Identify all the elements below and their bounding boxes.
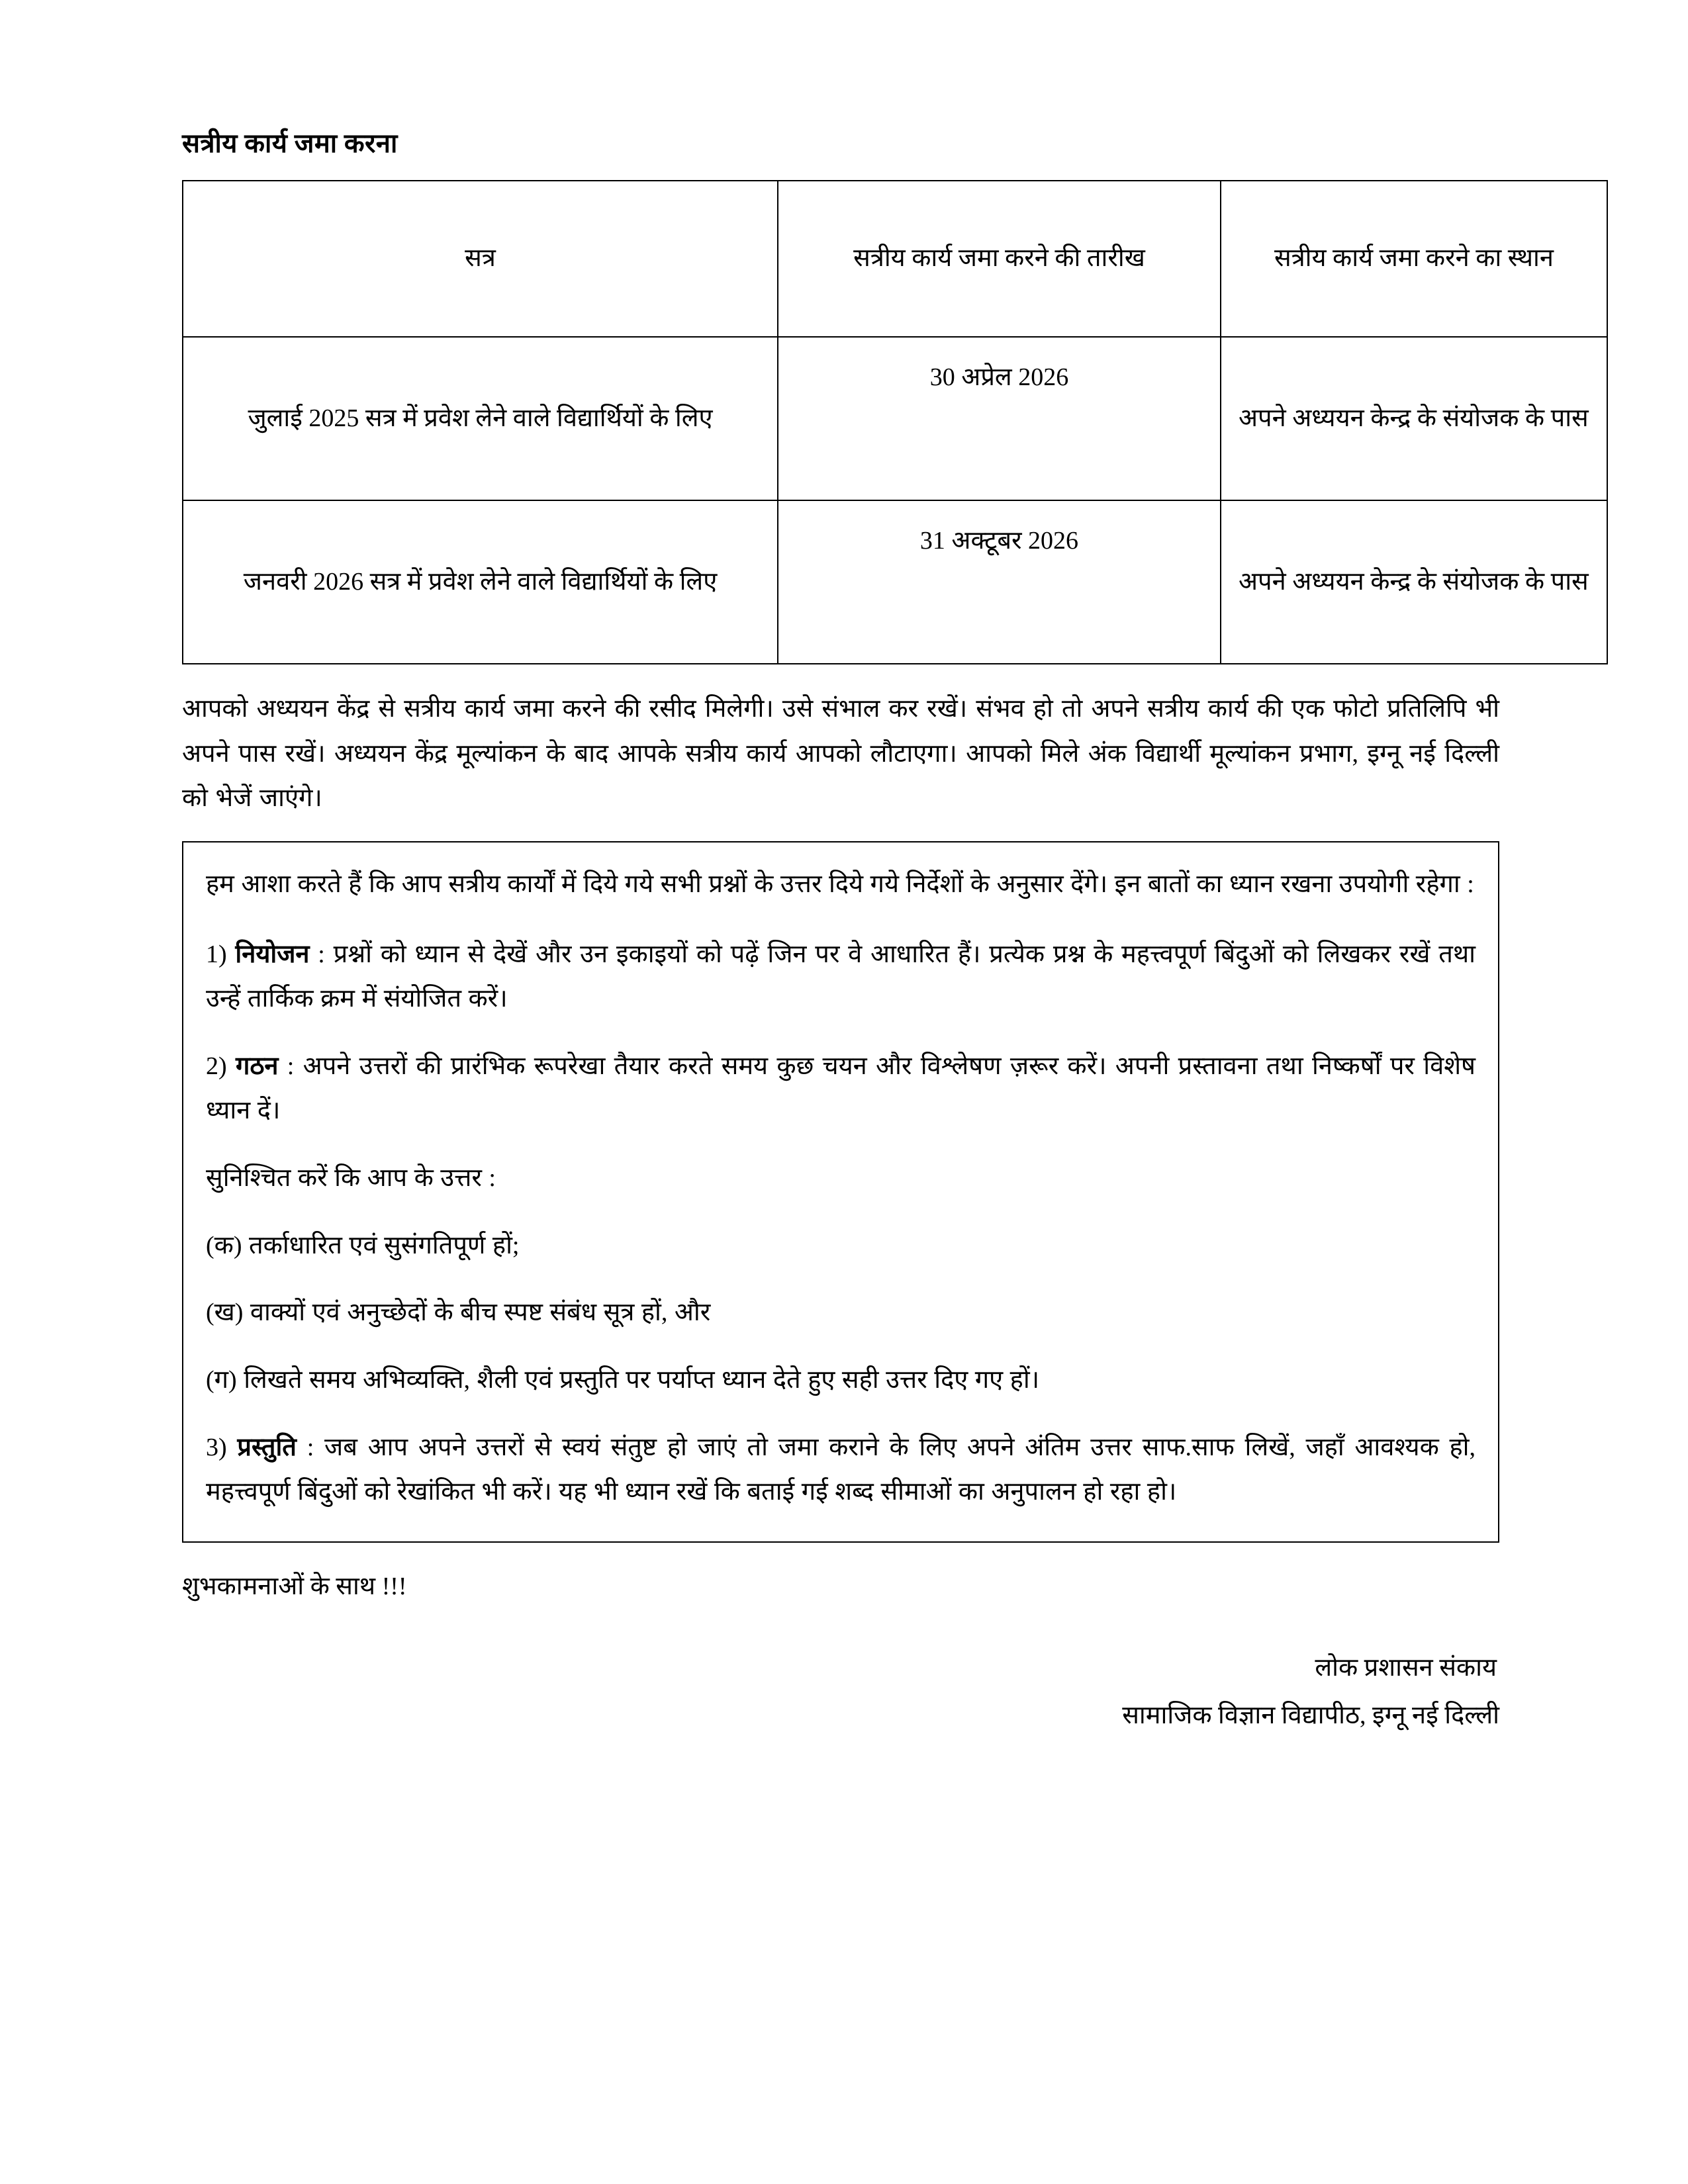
guideline-3-separator: : (296, 1433, 325, 1461)
column-header-date: सत्रीय कार्य जमा करने की तारीख (778, 181, 1221, 337)
guideline-item-2 (206, 1044, 1476, 1134)
table-row (183, 500, 1607, 664)
cell-date: 30 अप्रेल 2026 (778, 337, 1221, 500)
receipt-instructions-paragraph: आपको अध्ययन केंद्र से सत्रीय कार्य जमा करने की रसीद मिलेगी। उसे संभाल कर रखें। संभव हो तो अपने सत्रीय कार्य की एक फोटो प्रतिलिपि भी अपने पास रखें। अध्ययन केंद्र मूल्यांकन के बाद आपके सत्रीय कार्य आपको लौटाएगा। आपको मिले अंक विद्यार्थी मूल्यांकन प्रभाग, इग्नू नई दिल्ली को भेजें जाएंगे। (182, 695, 1499, 813)
guideline-1-space (227, 940, 236, 968)
guideline-1-number: 1) (206, 940, 227, 968)
cell-session: जुलाई 2025 सत्र में प्रवेश लेने वाले विद्यार्थियों के लिए (183, 337, 778, 500)
cell-session: जनवरी 2026 सत्र में प्रवेश लेने वाले विद्यार्थियों के लिए (183, 500, 778, 664)
guideline-1-separator: : (309, 940, 334, 968)
column-header-session: सत्र (183, 181, 778, 337)
cell-date: 31 अक्टूबर 2026 (778, 500, 1221, 664)
sub-point-ka: (क) तर्काधारित एवं सुसंगतिपूर्ण हों; (206, 1231, 520, 1259)
sub-point-kha: (ख) वाक्यों एवं अनुच्छेदों के बीच स्पष्ट संबंध सूत्र हों, और (206, 1298, 711, 1327)
signature-block (182, 1644, 1499, 1739)
sub-point-ga: (ग) लिखते समय अभिव्यक्ति, शैली एवं प्रस्तुति पर पर्याप्त ध्यान देते हुए सही उत्तर दिए गए हों। (206, 1365, 1040, 1394)
page-title: सत्रीय कार्य जमा करना (182, 128, 398, 158)
guideline-3-number: 3) (206, 1433, 227, 1461)
column-header-place: सत्रीय कार्य जमा करने का स्थान (1221, 181, 1607, 337)
guideline-item-3 (206, 1426, 1476, 1515)
cell-place: अपने अध्ययन केन्द्र के संयोजक के पास (1221, 337, 1607, 500)
signature-school: सामाजिक विज्ञान विद्यापीठ, इग्नू नई दिल्ली (1122, 1701, 1499, 1729)
guideline-3-term: प्रस्तुति (237, 1433, 297, 1461)
guidelines-intro: हम आशा करते हैं कि आप सत्रीय कार्यों में दिये गये सभी प्रश्नों के उत्तर दिये गये निर्देशों के अनुसार देंगे। इन बातों का ध्यान रखना उपयोगी रहेगा : (206, 870, 1474, 898)
guideline-2-term: गठन (235, 1052, 279, 1080)
submission-schedule-table (182, 180, 1608, 664)
guideline-1-text: प्रश्नों को ध्यान से देखें और उन इकाइयों को पढ़ें जिन पर वे आधारित हैं। प्रत्येक प्रश्न के महत्त्वपूर्ण बिंदुओं को लिखकर रखें तथा उन्हें तार्किक क्रम में संयोजित करें। (206, 940, 1476, 1013)
guideline-item-1 (206, 933, 1476, 1022)
table-row (183, 337, 1607, 500)
closing-wishes: शुभकामनाओं के साथ !!! (182, 1572, 407, 1600)
cell-place: अपने अध्ययन केन्द्र के संयोजक के पास (1221, 500, 1607, 664)
guideline-2-number: 2) (206, 1052, 227, 1080)
signature-faculty: लोक प्रशासन संकाय (1315, 1653, 1497, 1682)
guideline-3-space (227, 1433, 238, 1461)
guideline-2-space (227, 1052, 236, 1080)
guideline-3-text: जब आप अपने उत्तरों से स्वयं संतुष्ट हो जाएं तो जमा कराने के लिए अपने अंतिम उत्तर साफ.साफ लिखें, जहाँ आवश्यक हो, महत्त्वपूर्ण बिंदुओं को रेखांकित भी करें। यह भी ध्यान रखें कि बताई गई शब्द सीमाओं का अनुपालन हो रहा हो। (206, 1433, 1476, 1506)
guideline-1-term: नियोजन (235, 940, 310, 968)
guideline-2-separator: : (278, 1052, 303, 1080)
guideline-2-text: अपने उत्तरों की प्रारंभिक रूपरेखा तैयार करते समय कुछ चयन और विश्लेषण ज़रूर करें। अपनी प्रस्तावना तथा निष्कर्षों पर विशेष ध्यान दें। (206, 1052, 1476, 1125)
table-header-row (183, 181, 1607, 337)
guidelines-box (182, 841, 1499, 1543)
ensure-heading: सुनिश्चित करें कि आप के उत्तर : (206, 1164, 496, 1192)
